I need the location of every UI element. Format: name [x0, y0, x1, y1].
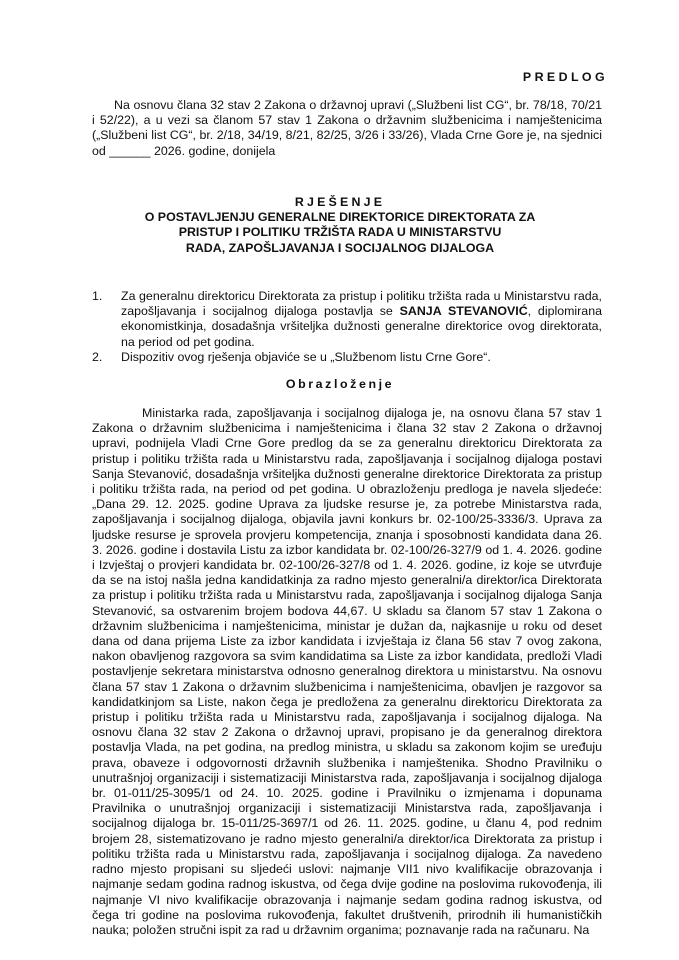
- item-number: 1.: [92, 289, 103, 303]
- disposition-list: [92, 289, 602, 365]
- item-text-before: Za generalnu direktoricu Direktorata za pristup i politiku tržišta rada u Ministarstvu rada, zapošljavanja i socijalnog dijaloga postavlja se: [121, 289, 602, 319]
- explanation-paragraph: Ministarka rada, zapošljavanja i socijalnog dijaloga je, na osnovu člana 57 stav 1 Zakona o državnim službenicima i namještenicima i člana 32 stav 2 Zakona o državnoj upravi, podnijela Vladi Crne Gore predlog da se za generalnu direktoricu Direktorata za pristup i politiku tržišta rada u Ministarstvu rada, zapošljavanja i socijalnog dijaloga postavi Sanja Stevanović, dosadašnja vršiteljka dužnosti generalne direktorice Direktorata za pristup i politiku tržišta rada, na period od pet godina. U obrazloženju predloga je navela sljedeće: „Dana 29. 12. 2025. godine Uprava za ljudske resurse je, za potrebe Ministarstva rada, zapošljavanja i socijalnog dijaloga, objavila javni konkurs br. 02-100/25-3336/3. Uprava za ljudske resurse je sprovela provjeru kompetencija, znanja i sposobnosti kandidata dana 26. 3. 2026. godine i dostavila Listu za izbor kandidata br. 02-100/26-327/9 od 1. 4. 2026. godine i Izvještaj o provjeri kandidata br. 02-100/26-327/8 od 1. 4. 2026. godine, iz koje se utvrđuje da se na istoj našla jedna kandidatkinja za radno mjesto generalni/a direktor/ica Direktorata za pristup i politiku tržišta rada u Ministarstvu rada, zapošljavanja i socijalnog dijaloga Sanja Stevanović, sa ostvarenim brojem bodova 44,67. U skladu sa članom 57 stav 1 Zakona o državnim službenicima i namještenicima, ministar je dužan da, najkasnije u roku od deset dana od dana prijema Liste za izbor kandidata i izvještaja iz člana 56 stav 7 ovog zakona, nakon obavljenog razgovora sa svim kandidatima sa Liste za izbor kandidata, predloži Vladi postavljenje sekretara ministarstva odnosno generalnog direktora u ministarstvu. Na osnovu člana 57 stav 1 Zakona o državnim službenicima i namještenicima, obavljen je razgovor sa kandidatkinjom sa Liste, nakon čega je predložena za generalnu direktoricu Direktorata za pristup i politiku tržišta rada u Ministarstvu rada, zapošljavanja i socijalnog dijaloga. Na osnovu člana 32 stav 2 Zakona o državnoj upravi, propisano je da generalnog direktora postavlja Vlada, na pet godina, na predlog ministra, u skladu sa zakonom kojim se uređuju prava, obaveze i odgovornosti državnih službenika i namještenika. Shodno Pravilniku o unutrašnjoj organizaciji i sistematizaciji Ministarstva rada, zapošljavanja i socijalnog dijaloga br. 01-011/25-3095/1 od 24. 10. 2025. godine i Pravilniku o izmjenama i dopunama Pravilnika o unutrašnjoj organizaciji i sistematizaciji Ministarstva rada, zapošljavanja i socijalnog dijaloga br. 15-011/25-3697/1 od 26. 11. 2025. godine, u članu 4, pod rednim brojem 28, sistematizovano je radno mjesto generalni/a direktor/ica Direktorata za pristup i politiku tržišta rada u Ministarstvu rada, zapošljavanja i socijalnog dijaloga. Za navedeno radno mjesto propisani su sljedeći uslovi: najmanje VII1 nivo kvalifikacije obrazovanja i najmanje sedam godina radnog iskustva, od čega dvije godine na poslovima rukovođenja, ili najmanje VI nivo kvalifikacije obrazovanja i najmanje sedam godina radnog iskustva, od čega tri godine na poslovima rukovođenja, fakultet društvenih, prirodnih ili humanističkih nauka; položen stručni ispit za rad u državnim organima; poznavanje rada na računaru. Na: [92, 406, 602, 937]
- disposition-item-2: [92, 350, 602, 365]
- decision-title: [80, 195, 600, 256]
- decision-title-line-4: RADA, ZAPOŠLJAVANJA I SOCIJALNOG DIJALOGA: [185, 240, 495, 255]
- disposition-item-1: [92, 289, 602, 350]
- legal-basis-paragraph: Na osnovu člana 32 stav 2 Zakona o državnoj upravi („Službeni list CG“, br. 78/18, 70/21 i 52/22), a u vezi sa članom 57 stav 1 Zakona o državnim službenicima i namještenicima („Službeni list CG“, br. 2/18, 34/19, 8/21, 82/25, 3/26 i 33/26), Vlada Crne Gore je, na sjednici od ______ 2026. godine, donijela: [92, 98, 602, 158]
- appointee-name: SANJA STEVANOVIĆ: [399, 304, 528, 319]
- item-text: Dispozitiv ovog rješenja objaviće se u „Službenom listu Crne Gore“.: [121, 349, 491, 364]
- decision-title-line-2: O POSTAVLJENJU GENERALNE DIREKTORICE DIREKTORATA ZA: [144, 210, 536, 225]
- document-status-label: PREDLOG: [522, 70, 608, 84]
- item-text-after: , diplomirana ekonomistkinja, dosadašnja vršiteljka dužnosti generalne direktorice ovog direktorata, na period od pet godina.: [121, 304, 602, 349]
- decision-title-line-3: PRISTUP I POLITIKU TRŽIŠTA RADA U MINISTARSTVU: [178, 225, 502, 240]
- section-heading: Obrazloženje: [285, 377, 395, 391]
- item-number: 2.: [92, 349, 103, 364]
- decision-title-line-1: RJEŠENJE: [294, 195, 386, 209]
